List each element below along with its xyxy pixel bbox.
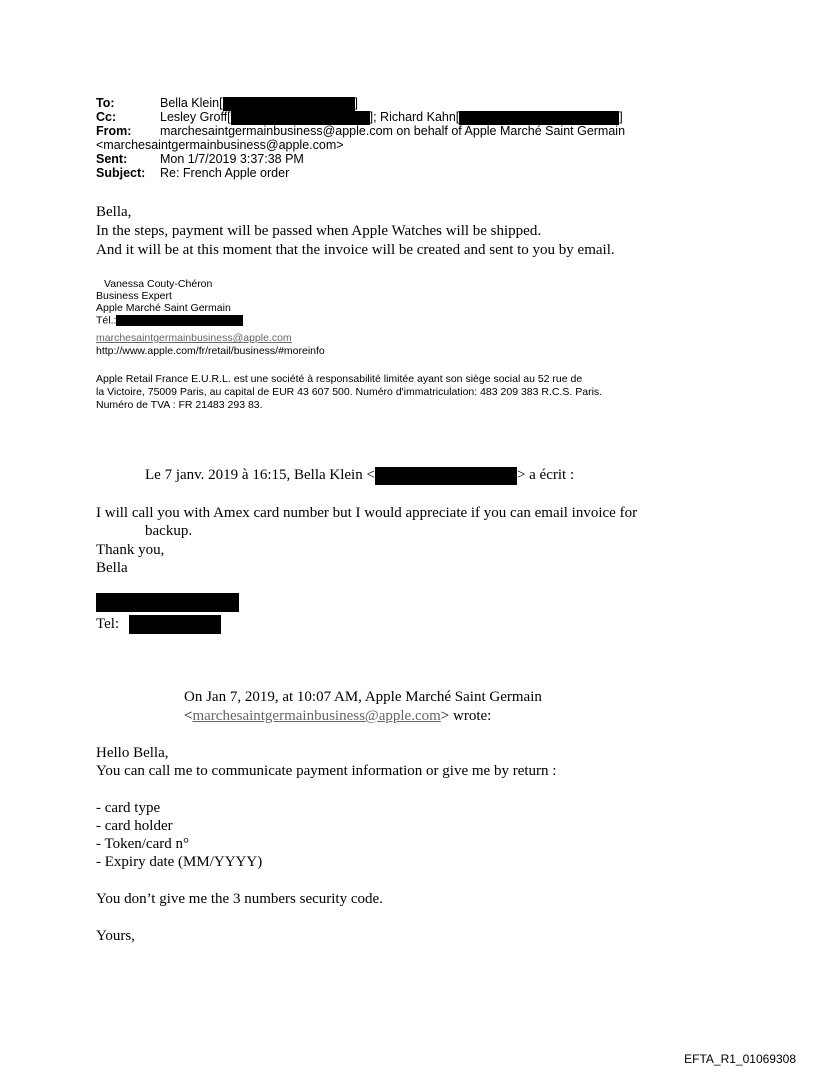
legal-text: Numéro de TVA : FR 21483 293 83. (96, 399, 263, 411)
list-item: - Expiry date (MM/YYYY) (96, 854, 263, 870)
cc-label: Cc: (96, 110, 117, 124)
tel-label: Tél.: (96, 314, 117, 327)
email-link[interactable]: marchesaintgermainbusiness@apple.com (192, 708, 441, 724)
from-value: marchesaintgermainbusiness@apple.com on behalf of Apple Marché Saint Germain (160, 124, 626, 138)
redacted-block (116, 315, 243, 326)
quote-body: backup. (145, 523, 193, 539)
quote-intro: On Jan 7, 2019, at 10:07 AM, Apple Marché Saint Germain (184, 689, 542, 705)
sent-value: Mon 1/7/2019 3:37:38 PM (160, 152, 304, 166)
redacted-block (96, 593, 239, 612)
redacted-block (375, 467, 517, 485)
sent-label: Sent: (96, 152, 128, 166)
tel-label: Tel: (96, 616, 120, 632)
redacted-block (129, 615, 221, 634)
cc-value: Lesley Groff[ (160, 110, 231, 124)
reply-greeting: Bella, (96, 204, 132, 220)
from-continued: <marchesaintgermainbusiness@apple.com> (96, 138, 344, 152)
list-item: - card holder (96, 818, 173, 834)
signature-url: http://www.apple.com/fr/retail/business/#moreinfo (96, 345, 325, 357)
quote-closing: Yours, (96, 928, 135, 944)
quote-line: You can call me to communicate payment information or give me by return : (96, 763, 557, 779)
quote-intro: <marchesaintgermainbusiness@apple.com> wrote: (184, 708, 492, 724)
signature-title: Business Expert (96, 290, 172, 302)
reply-line: In the steps, payment will be passed when Apple Watches will be shipped. (96, 223, 542, 239)
quote-hello: Hello Bella, (96, 745, 169, 761)
quote-thanks: Thank you, (96, 542, 165, 558)
from-label: From: (96, 124, 132, 138)
legal-text: la Victoire, 75009 Paris, au capital de EUR 43 607 500. Numéro d'immatriculation: 483 209 383 R.C.S. Paris. (96, 386, 603, 398)
from-line (96, 124, 625, 138)
redacted-block (231, 111, 370, 125)
quote-intro: Le 7 janv. 2019 à 16:15, Bella Klein < > a écrit : (145, 467, 575, 483)
sent-line (96, 152, 304, 166)
signature-name: Vanessa Couty-Chéron (104, 278, 213, 290)
redacted-block (223, 97, 355, 111)
redacted-block (459, 111, 619, 125)
list-item: - Token/card n° (96, 836, 189, 852)
legal-text: Apple Retail France E.U.R.L. est une société à responsabilité limitée ayant son siège social au 52 rue de (96, 373, 583, 385)
quote-tel (96, 615, 221, 634)
quote-line: You don’t give me the 3 numbers security code. (96, 891, 383, 907)
cc-line: Cc: Lesley Groff[ ]; Richard Kahn[ ] (96, 110, 623, 124)
to-line: To: Bella Klein[ ] (96, 96, 359, 110)
subject-line (96, 166, 289, 180)
reply-line: And it will be at this moment that the invoice will be created and sent to you by email. (96, 242, 615, 258)
list-item: - card type (96, 800, 161, 816)
signature-email-link[interactable]: marchesaintgermainbusiness@apple.com (96, 332, 292, 344)
quote-name: Bella (96, 560, 128, 576)
document-id: EFTA_R1_01069308 (684, 1052, 796, 1066)
signature-store: Apple Marché Saint Germain (96, 302, 231, 314)
to-label: To: (96, 96, 115, 110)
subject-label: Subject: (96, 166, 146, 180)
subject-value: Re: French Apple order (160, 166, 290, 180)
signature-tel (96, 315, 243, 327)
quote-body: I will call you with Amex card number but I would appreciate if you can email invoice for (96, 505, 638, 521)
to-value: Bella Klein[ (160, 96, 223, 110)
